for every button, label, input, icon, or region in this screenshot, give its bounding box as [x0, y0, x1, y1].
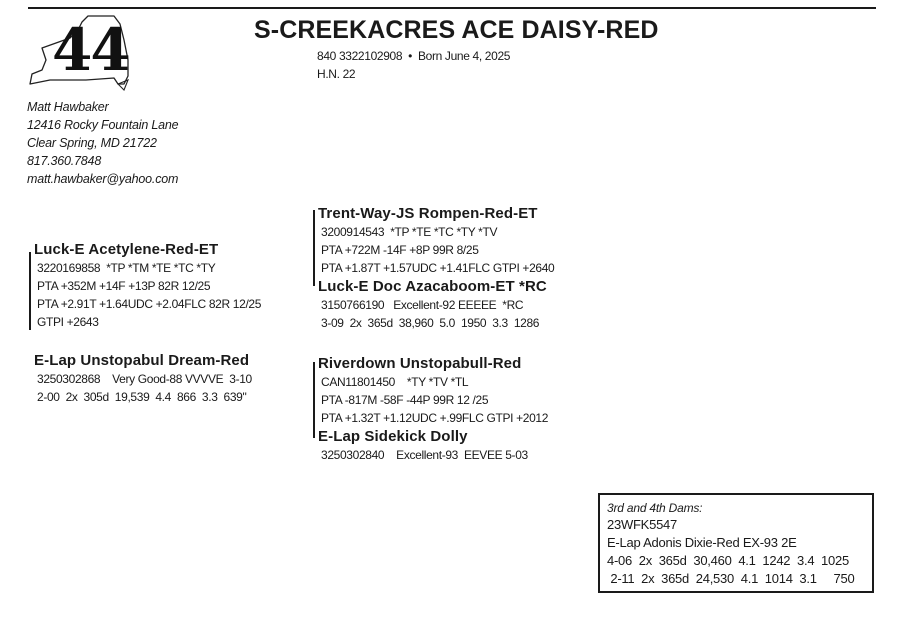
dam-sire-id-traits: CAN11801450 *TY *TV *TL: [321, 375, 469, 389]
consignor-email: matt.hawbaker@yahoo.com: [27, 172, 179, 186]
further-dams-record-1: 4-06 2x 365d 30,460 4.1 1242 3.4 1025: [607, 553, 849, 568]
sire-dam-classification: 3150766190 Excellent-92 EEEEE *RC: [321, 298, 524, 312]
dam-record: 2-00 2x 305d 19,539 4.4 866 3.3 639": [37, 390, 247, 404]
dam-dam-details: [321, 447, 528, 463]
dam-sire-block: [318, 355, 521, 373]
dam-dam-block: [318, 428, 468, 446]
dam-name: E-Lap Unstopabul Dream-Red: [34, 352, 250, 369]
consignor-name: Matt Hawbaker: [27, 100, 109, 114]
sire-sire-details: [321, 224, 554, 276]
sire-dam-name: Luck-E Doc Azacaboom-ET *RC: [318, 278, 547, 295]
further-dams-content: [607, 500, 854, 588]
dam-dam-classification: 3250302840 Excellent-93 EEVEE 5-03: [321, 448, 528, 462]
dam-details: [37, 371, 252, 405]
further-dams-record-2: 2-11 2x 365d 24,530 4.1 1014 3.1 750: [607, 571, 855, 586]
dam-bracket-line: [313, 362, 315, 438]
sire-dam-record: 3-09 2x 365d 38,960 5.0 1950 3.3 1286: [321, 316, 540, 330]
animal-id-born: 840 3322102908 • Born June 4, 2025: [317, 49, 511, 63]
sire-block: [34, 241, 218, 259]
herd-number: H.N. 22: [317, 67, 356, 81]
dam-block: [34, 352, 249, 370]
sire-sire-id-traits: 3200914543 *TP *TE *TC *TY *TV: [321, 225, 498, 239]
further-dams-name: E-Lap Adonis Dixie-Red EX-93 2E: [607, 535, 797, 550]
dam-sire-pta-type: PTA +1.32T +1.12UDC +.99FLC GTPI +2012: [321, 411, 549, 425]
further-dams-heading: 3rd and 4th Dams:: [607, 501, 703, 515]
further-dams-id: 23WFK5547: [607, 517, 678, 532]
sire-details: [37, 260, 261, 330]
dam-classification: 3250302868 Very Good-88 VVVVE 3-10: [37, 372, 252, 386]
sire-sire-name: Trent-Way-JS Rompen-Red-ET: [318, 205, 538, 222]
lot-number: 44: [52, 16, 129, 84]
sire-bracket-line: [313, 210, 315, 286]
pedigree-main-line: [29, 252, 31, 330]
consignor-street: 12416 Rocky Fountain Lane: [27, 118, 179, 132]
sire-gtpi: GTPI +2643: [37, 315, 99, 329]
sire-sire-pta-production: PTA +722M -14F +8P 99R 8/25: [321, 243, 479, 257]
sire-pta-production: PTA +352M +14F +13P 82R 12/25: [37, 279, 211, 293]
animal-name: S-CREEKACRES ACE DAISY-RED: [254, 16, 659, 44]
sire-id-traits: 3220169858 *TP *TM *TE *TC *TY: [37, 261, 216, 275]
dam-sire-name: Riverdown Unstopabull-Red: [318, 355, 522, 372]
dam-sire-pta-production: PTA -817M -58F -44P 99R 12 /25: [321, 393, 489, 407]
sire-pta-type: PTA +2.91T +1.64UDC +2.04FLC 82R 12/25: [37, 297, 262, 311]
dam-dam-name: E-Lap Sidekick Dolly: [318, 428, 468, 445]
sire-dam-block: [318, 278, 547, 296]
sire-name: Luck-E Acetylene-Red-ET: [34, 241, 219, 258]
consignor-city: Clear Spring, MD 21722: [27, 136, 157, 150]
consignor-block: [27, 98, 178, 188]
sire-sire-block: [318, 205, 538, 223]
dam-sire-details: [321, 374, 548, 426]
sire-dam-details: [321, 297, 539, 331]
top-rule: [28, 7, 876, 9]
consignor-phone: 817.360.7848: [27, 154, 102, 168]
sire-sire-pta-type: PTA +1.87T +1.57UDC +1.41FLC GTPI +2640: [321, 261, 555, 275]
